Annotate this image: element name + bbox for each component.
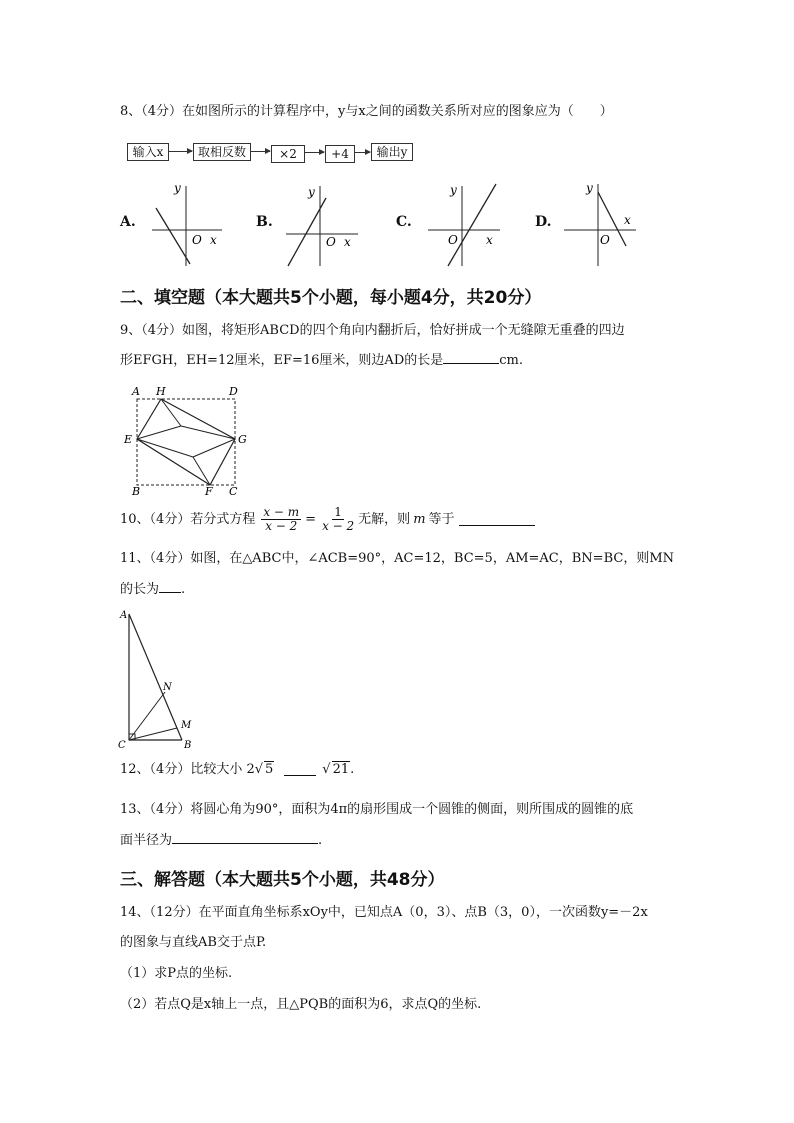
y-label: y bbox=[174, 181, 181, 195]
q13-line1: 13、（4分）将圆心角为90°，面积为4π的扇形围成一个圆锥的侧面，则所围成的圆锥的底 bbox=[120, 802, 634, 817]
q9-answer-blank[interactable] bbox=[443, 351, 499, 364]
q12-line bbox=[120, 760, 354, 780]
fold-line bbox=[193, 439, 235, 457]
option-c-graph bbox=[424, 180, 504, 268]
q13-period: . bbox=[318, 833, 323, 848]
q9-line2-text: 形EFGH，EH=12厘米，EF=16厘米，则边AD的长是 bbox=[120, 353, 444, 368]
label-d: D bbox=[229, 385, 238, 398]
q11-triangle-figure bbox=[116, 606, 198, 752]
x-label: x bbox=[486, 233, 493, 247]
q10-line bbox=[120, 506, 535, 533]
q11-answer-blank[interactable] bbox=[159, 580, 181, 593]
q9-unit: cm. bbox=[499, 353, 523, 368]
q14-line1: 14、（12分）在平面直角坐标系xOy中，已知点A（0，3）、点B（3，0），一次函数y=－2x bbox=[120, 905, 648, 920]
q11-period: . bbox=[181, 582, 186, 597]
label-f: F bbox=[205, 485, 213, 498]
q10-fraction-left bbox=[261, 506, 301, 533]
origin-label: O bbox=[600, 233, 610, 247]
q8-stem: 8、（4分）在如图所示的计算程序中，y与x之间的函数关系所对应的图象应为（ ） bbox=[120, 104, 613, 119]
side-ab bbox=[129, 614, 182, 740]
q9-line2 bbox=[120, 351, 523, 371]
q10-numerator-left: x − m bbox=[263, 505, 300, 519]
label-h: H bbox=[156, 385, 166, 398]
flow-arrow bbox=[304, 152, 324, 153]
q10-numerator-right: 1 bbox=[334, 505, 342, 519]
label-b: B bbox=[184, 740, 192, 751]
flow-negate-box: 取相反数 bbox=[193, 143, 251, 161]
label-b: B bbox=[132, 485, 141, 498]
q11-line2-text: 的长为 bbox=[120, 582, 160, 597]
q12-text: 12、（4分）比较大小 2 bbox=[120, 762, 255, 777]
option-d-label: D. bbox=[535, 214, 552, 230]
q11-line2 bbox=[120, 580, 185, 600]
label-e: E bbox=[124, 433, 133, 446]
q13-line2 bbox=[120, 831, 322, 851]
x-label: x bbox=[210, 233, 217, 247]
q10-var-m: m bbox=[413, 511, 426, 527]
q14-line2: 的图象与直线AB交于点P. bbox=[120, 935, 267, 950]
flow-arrow bbox=[354, 152, 370, 153]
y-label: y bbox=[586, 181, 593, 195]
q12-sqrt-21: √ 21 bbox=[322, 762, 350, 777]
option-a-graph bbox=[148, 180, 226, 268]
label-a: A bbox=[120, 610, 128, 621]
q10-text-post2: 等于 bbox=[428, 511, 455, 527]
x-label: x bbox=[344, 235, 351, 249]
graph-line bbox=[156, 208, 190, 264]
y-label: y bbox=[308, 185, 315, 199]
origin-label: O bbox=[192, 233, 202, 247]
q10-text-post: 无解，则 bbox=[358, 511, 411, 527]
fold-line bbox=[181, 426, 235, 439]
fold-line bbox=[161, 399, 181, 426]
q12-radicand-21: 21 bbox=[332, 762, 350, 777]
q10-answer-blank[interactable] bbox=[459, 513, 535, 526]
q9-rectangle-figure bbox=[120, 383, 250, 499]
q10-denominator-right: x − 2 bbox=[322, 519, 355, 534]
option-b-graph bbox=[282, 180, 362, 268]
section-3-title: 三、解答题（本大题共5个小题，共48分） bbox=[120, 870, 445, 890]
flow-arrow bbox=[250, 151, 270, 152]
q10-fraction-right bbox=[320, 506, 356, 533]
label-m: M bbox=[181, 720, 192, 731]
q10-text: 10、（4分）若分式方程 bbox=[120, 511, 256, 527]
flow-times2-box: ×2 bbox=[271, 145, 305, 163]
flow-input-box: 输入x bbox=[127, 143, 169, 161]
section-2-title: 二、填空题（本大题共5个小题，每小题4分，共20分） bbox=[120, 288, 542, 308]
quad-efgh bbox=[137, 399, 235, 485]
q13-answer-blank[interactable] bbox=[172, 831, 318, 844]
label-c: C bbox=[118, 740, 126, 751]
q9-line1: 9、（4分）如图，将矩形ABCD的四个角向内翻折后，恰好拼成一个无缝隙无重叠的四边 bbox=[120, 323, 625, 338]
label-g: G bbox=[238, 433, 247, 446]
q14-sub2: （2）若点Q是x轴上一点，且△PQB的面积为6，求点Q的坐标. bbox=[120, 997, 482, 1012]
label-c: C bbox=[229, 485, 238, 498]
y-label: y bbox=[450, 183, 457, 197]
option-a-label: A. bbox=[120, 214, 136, 230]
q12-radicand-5: 5 bbox=[265, 762, 274, 777]
flow-arrow bbox=[168, 151, 192, 152]
q10-denominator-left: x − 2 bbox=[265, 519, 298, 534]
fold-line bbox=[193, 457, 210, 485]
option-d-graph bbox=[560, 180, 640, 268]
origin-label: O bbox=[326, 235, 336, 249]
q12-sqrt-5: √ 5 bbox=[254, 762, 274, 777]
q13-line2-text: 面半径为 bbox=[120, 833, 173, 848]
flow-output-box: 输出y bbox=[371, 143, 413, 161]
q11-line1: 11、（4分）如图，在△ABC中，∠ACB=90°，AC=12，BC=5，AM=AC，BN=BC，则MN bbox=[120, 551, 675, 566]
flow-plus4-box: +4 bbox=[325, 145, 355, 163]
label-a: A bbox=[132, 385, 140, 398]
q12-answer-blank[interactable] bbox=[284, 763, 316, 776]
option-b-label: B. bbox=[256, 214, 273, 230]
q10-equals: = bbox=[305, 511, 317, 527]
q12-period: . bbox=[350, 762, 355, 777]
origin-label: O bbox=[448, 233, 458, 247]
label-n: N bbox=[163, 682, 172, 693]
q14-sub1: （1）求P点的坐标. bbox=[120, 966, 233, 981]
option-c-label: C. bbox=[396, 214, 412, 230]
fold-line bbox=[137, 439, 193, 457]
x-label: x bbox=[624, 213, 631, 227]
